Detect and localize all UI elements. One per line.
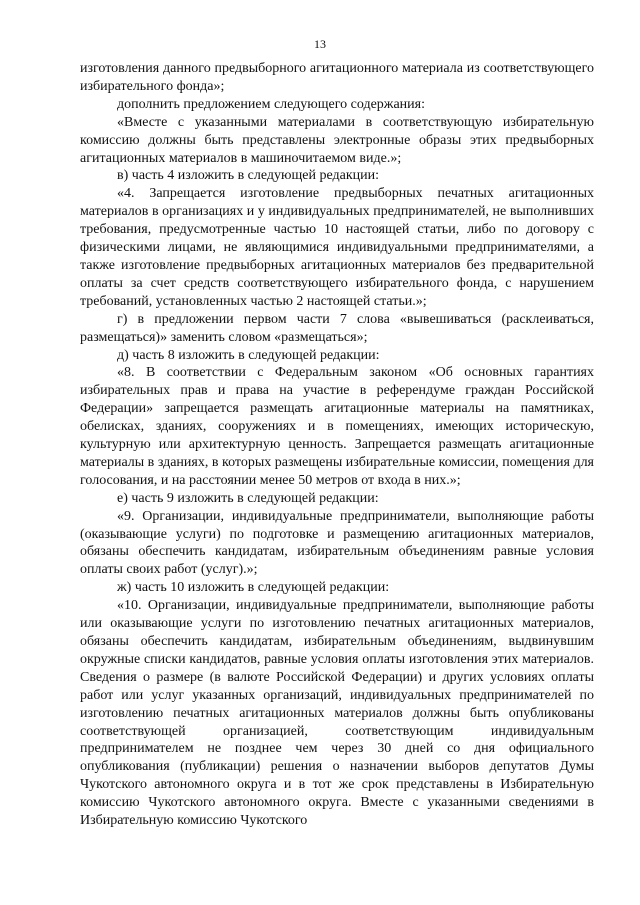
paragraph-8: «8. В соответствии с Федеральным законом «Об основных гарантиях избирательных прав и права на участие в референдуме граждан Российской Федерации» запрещается размещать агитационные материалы на памятниках, обелисках, зданиях, сооружениях и в помещениях, имеющих историческую, культурную или архитектурную ценность. Запрещается размещать агитационные материалы в зданиях, в которых размещены избирательные комиссии, помещения для голосования, и на расстоянии менее 50 метров от входа в них.»; (80, 365, 594, 488)
paragraph-7: д) часть 8 изложить в следующей редакции: (117, 347, 380, 363)
paragraph-6: г) в предложении первом части 7 слова «вывешиваться (расклеиваться, размещаться)» заменить словом «размещаться»; (80, 311, 594, 345)
paragraph-2: дополнить предложением следующего содержания: (117, 96, 425, 112)
paragraph-5: «4. Запрещается изготовление предвыборных печатных агитационных материалов в организациях и у индивидуальных предпринимателей, не выполнивших требования, предусмотренные частью 10 настоящей статьи, либо по договору с физическими лицами, не являющимися индивидуальными предпринимателями, а также изготовление предвыборных агитационных материалов без предварительной оплаты за счет средств соответствующего избирательного фонда, с нарушением требований, установленных частью 2 настоящей статьи.»; (80, 186, 594, 309)
page-number: 13 (314, 37, 326, 51)
paragraph-3: «Вместе с указанными материалами в соответствующую избирательную комиссию должны быть представлены электронные образы этих предвыборных агитационных материалов в машиночитаемом виде.»; (80, 114, 594, 166)
paragraph-9: е) часть 9 изложить в следующей редакции: (117, 490, 379, 506)
paragraph-11: ж) часть 10 изложить в следующей редакции: (117, 580, 390, 596)
paragraph-10: «9. Организации, индивидуальные предприниматели, выполняющие работы (оказывающие услуги) по подготовке и размещению агитационных материалов, обязаны обеспечить кандидатам, избирательным объединениям равные условия оплаты своих работ (услуг).»; (80, 508, 594, 578)
paragraph-1: изготовления данного предвыборного агитационного материала из соответствующего избирательного фонда»; (80, 61, 594, 94)
document-body (80, 60, 594, 830)
paragraph-4: в) часть 4 изложить в следующей редакции: (117, 168, 380, 184)
paragraph-12: «10. Организации, индивидуальные предприниматели, выполняющие работы или оказывающие услуги по изготовлению печатных агитационных материалов, обязаны обеспечить кандидатам, избирательным объединениям, выдвинувшим окружные списки кандидатов, равные условия оплаты изготовления этих материалов. Сведения о размере (в валюте Российской Федерации) и других условиях оплаты работ или услуг указанных организаций, индивидуальных предпринимателей по изготовлению печатных агитационных материалов должны быть опубликованы соответствующей организацией, соответствующим индивидуальным предпринимателем не позднее чем через 30 дней со дня официального опубликования (публикации) решения о назначении выборов депутатов Думы Чукотского автономного округа и в тот же срок представлены в Избирательную комиссию Чукотского автономного округа. Вместе с указанными сведениями в Избирательную комиссию Чукотского (80, 598, 594, 829)
